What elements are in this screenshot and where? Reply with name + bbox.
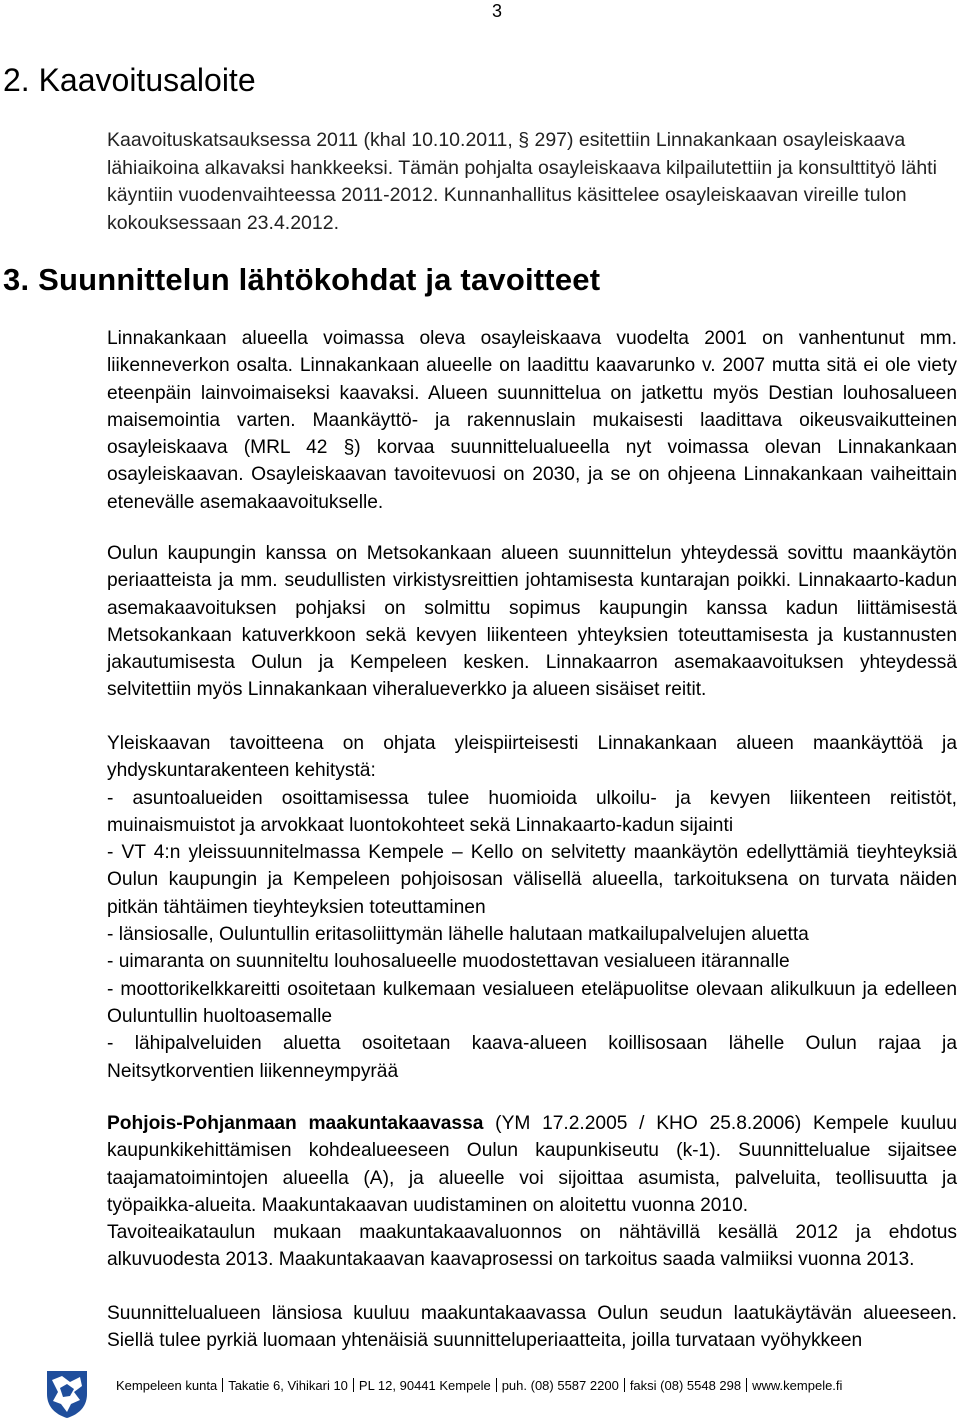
footer-po-box: PL 12, 90441 Kempele [358, 1378, 491, 1393]
goal-item: - uimaranta on suunniteltu louhosalueelle muodostettavan vesialueen itärannalle [107, 951, 790, 973]
footer [116, 1378, 842, 1393]
goals-block [107, 730, 957, 1085]
footer-separator [624, 1378, 625, 1392]
footer-org: Kempeleen kunta [116, 1378, 218, 1393]
section2-paragraph: Kaavoituskatsauksessa 2011 (khal 10.10.2011, § 297) esitettiin Linnakankaan osayleiskaava lähiaikoina alkavaksi hankkeeksi. Tämän pohjalta osayleiskaava kilpailutettiin ja konsulttityö lähti käyntiin vuodenvaihteessa 2011-2012. Kunnanhallitus käsittelee osayleiskaavan vireille tulon kokouksessaan 23.4.2012. [107, 129, 937, 234]
paragraph-text: Suunnittelualueen länsiosa kuuluu maakuntakaavassa Oulun seudun laatukäytävän alueeseen. Siellä tulee pyrkiä luomaan yhtenäisiä suunnitteluperiaatteita, joilla turvataan vyöhykkeen [107, 1303, 957, 1352]
footer-separator [746, 1378, 747, 1392]
kempele-coat-of-arms-icon [44, 1368, 90, 1420]
goal-item: - asuntoalueiden osoittamisessa tulee huomioida ulkoilu- ja kevyen liikenteen reitistöt, muinaismuistot ja arvokkaat luontokohteet sekä Linnakaarto-kadun sijainti [107, 787, 957, 836]
goal-item: - lähipalveluiden aluetta osoitetaan kaava-alueen koillisosaan lähelle Oulun rajaa ja Neitsytkorventien liikenneympyrää [107, 1033, 957, 1082]
regional-plan-block [107, 1110, 957, 1274]
footer-fax: faksi (08) 5548 298 [629, 1378, 742, 1393]
footer-separator [496, 1378, 497, 1392]
footer-web-link[interactable]: www.kempele.fi [752, 1378, 843, 1393]
footer-separator [222, 1378, 223, 1392]
paragraph-text: Linnakankaan alueella voimassa oleva osayleiskaava vuodelta 2001 on vanhentunut mm. liikenneverkon osalta. Linnakankaan alueelle on laadittu kaavarunko v. 2007 mutta sitä ei ole viety eteenpäin lainvoimaiseksi kaavaksi. Alueen suunnittelua on jatkettu myös Destian louhosalueen maisemointia varten. Maankäyttö- ja rakennuslain mukaisesti laadittava oikeusvaikutteinen osayleiskaava (MRL 42 §) korvaa suunnittelualueella nyt voimassa olevan Linnakankaan osayleiskaavan. Osayleiskaavan tavoitevuosi on 2030, ja se on ohjeena Linnakankaan vaiheittain etenevälle asemakaavoitukselle. [107, 328, 957, 513]
footer-separator [353, 1378, 354, 1392]
paragraph-quality-corridor [107, 1300, 957, 1355]
goal-item: - länsiosalle, Ouluntullin eritasoliittymän lähelle halutaan matkailupalvelujen aluetta [107, 924, 809, 946]
regional-plan-text: (YM 17.2.2005 / KHO 25.8.2006) Kempele kuuluu kaupunkikehittämisen kohdealueeseen Oulun kaupunkiseutu (k-1). Suunnittelualue sijaitsee taajamatoimintojen alueella (A), ja alueelle voi sijoittaa asumista, palveluita, teollisuutta ja työpaikka-alueita. Maakuntakaavan uudistaminen on aloitettu vuonna 2010. [107, 1113, 958, 1216]
schedule-paragraph: Tavoiteaikataulun mukaan maakuntakaavaluonnos on nähtävillä kesällä 2012 ja ehdotus alkuvuodesta 2013. Maakuntakaavan kaavaprosessi on tarkoitus saada valmiiksi vuonna 2013. [107, 1222, 957, 1271]
regional-plan-label: Pohjois-Pohjanmaan maakuntakaavassa [107, 1113, 484, 1134]
regional-plan-paragraph [107, 1110, 957, 1219]
section-heading-kaavoitusaloite: 2. Kaavoitusaloite [3, 62, 256, 98]
goal-item: - VT 4:n yleissuunnitelmassa Kempele – Kello on selvitetty maankäytön edellyttämiä tieyhteyksiä Oulun kaupungin ja Kempeleen pohjoisosan välisellä alueella, tarkoituksena on turvata näiden pitkän tähtäimen tieyhteyksien toteuttaminen [107, 842, 957, 918]
paragraph-text: Oulun kaupungin kanssa on Metsokankaan alueen suunnittelun yhteydessä sovittu maankäytön periaatteista ja mm. seudullisten virkistysreittien johtamisesta kuntarajan poikki. Linnakaarto-kadun asemakaavoituksen pohjaksi on solmittu sopimus kaupungin kanssa kadun liittämisestä Metsokankaan katuverkkoon sekä kevyen liikenteen yhteyksien toteuttamisesta ja kustannusten jakautumisesta Oulun ja Kempeleen kesken. Linnakaarron asemakaavoituksen yhteydessä selvitettiin myös Linnakankaan viheralueverkko ja alueen sisäiset reitit. [107, 543, 957, 701]
goals-intro: Yleiskaavan tavoitteena on ohjata yleispiirteisesti Linnakankaan alueen maankäyttöä ja yhdyskuntarakenteen kehitystä: [107, 733, 957, 782]
section-heading-lahtokohdat: 3. Suunnittelun lähtökohdat ja tavoitteet [3, 262, 601, 297]
footer-phone: puh. (08) 5587 2200 [501, 1378, 619, 1393]
paragraph-current-plan [107, 325, 957, 516]
goal-item: - moottorikelkkareitti osoitetaan kulkemaan vesialueen eteläpuolitse olevaan alikulkuun ja edelleen Ouluntullin huoltoasemalle [107, 978, 957, 1027]
paragraph-oulu-agreement [107, 540, 957, 704]
footer-address: Takatie 6, Vihikari 10 [228, 1378, 348, 1393]
page-number: 3 [492, 1, 503, 21]
